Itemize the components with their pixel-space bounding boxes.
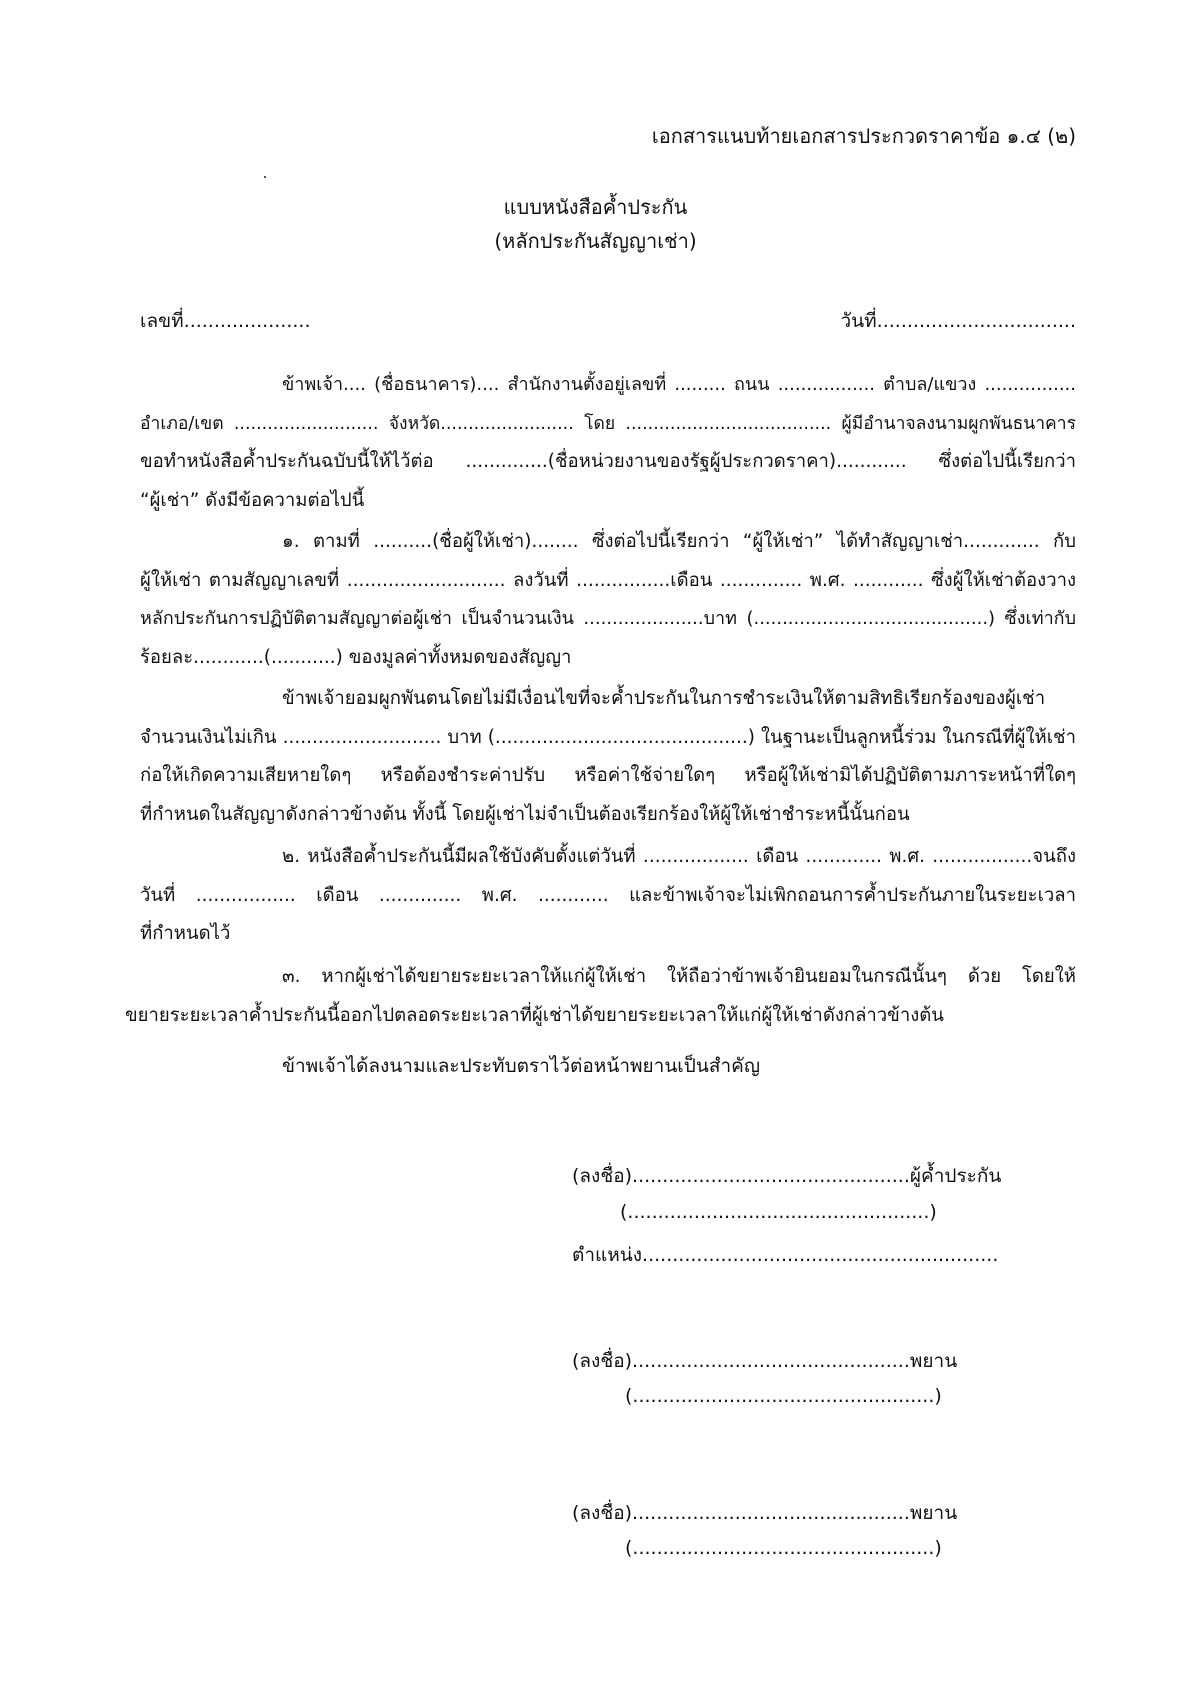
intro-paragraph	[140, 366, 1076, 520]
clause-1-line-1: ๑. ตามที่ ..........(ชื่อผู้ให้เช่า)........ ซึ่งต่อไปนี้เรียกว่า “ผู้ให้เช่า” ได้ทำสัญญาเช่า............. กับ	[282, 531, 1076, 552]
clause-3-line-1: ๓. หากผู้เช่าได้ขยายระยะเวลาให้แก่ผู้ให้เช่า ให้ถือว่าข้าพเจ้ายินยอมในกรณีนั้นๆ ด้วย โดยให้	[282, 966, 1076, 987]
clause-1-line-3: หลักประกันการปฏิบัติตามสัญญาต่อผู้เช่า เป็นจำนวนเงิน .....................บาท (.........................................) ซึ่งเท่ากับ	[140, 608, 1076, 629]
guarantee-line-2: จำนวนเงินไม่เกิน ........................... บาท (...........................................) ในฐานะเป็นลูกหนี้ร่วม ในกรณีที่ผู้ให้เช่า	[140, 726, 1076, 748]
document-date: วันที่.................................	[840, 310, 1076, 332]
clause-2-line-3: ที่กำหนดไว้	[140, 923, 231, 944]
guarantee-line-4: ที่กำหนดในสัญญาดังกล่าวข้างต้น ทั้งนี้ โดยผู้เช่าไม่จำเป็นต้องเรียกร้องให้ผู้ให้เช่าชำระหนี้นั้นก่อน	[140, 803, 910, 825]
guarantor-signature-line: (ลงชื่อ)..............................................ผู้ค้ำประกัน	[572, 1165, 1002, 1187]
intro-line-3: ขอทำหนังสือค้ำประกันฉบับนี้ให้ไว้ต่อ ..............(ชื่อหน่วยงานของรัฐผู้ประกวดราคา)............ ซึ่งต่อไปนี้เรียกว่า	[140, 451, 1076, 472]
intro-line-2: อำเภอ/เขต .......................... จังหวัด........................ โดย ..................................... ผู้มีอำนาจลงนามผูกพันธนาคาร	[140, 413, 1076, 434]
document-number: เลขที่.....................	[140, 310, 311, 332]
attachment-reference: เอกสารแนบท้ายเอกสารประกวดราคาข้อ ๑.๔ (๒)	[651, 124, 1076, 148]
clause-1	[140, 523, 1076, 677]
guarantee-paragraph	[140, 680, 1076, 834]
intro-line-1: ข้าพเจ้า.... (ชื่อธนาคาร).... สำนักงานตั้งอยู่เลขที่ ......... ถนน ................. ตำบล/แขวง ................	[282, 374, 1076, 395]
clause-3-line-2: ขยายระยะเวลาค้ำประกันนี้ออกไปตลอดระยะเวลาที่ผู้เช่าได้ขยายระยะเวลาให้แก่ผู้ให้เช่าดังกล่าวข้างต้น	[125, 1004, 944, 1026]
guarantor-name-line: (..................................................)	[620, 1201, 937, 1223]
clause-2-line-2: วันที่ ................. เดือน .............. พ.ศ. ............ และข้าพเจ้าจะไม่เพิกถอนการค้ำประกันภายในระยะเวลา	[140, 884, 1076, 906]
intro-line-4: “ผู้เช่า” ดังมีข้อความต่อไปนี้	[140, 489, 365, 511]
scan-speck	[264, 176, 266, 178]
title-block	[0, 190, 1191, 258]
witness-2-name-line: (..................................................)	[625, 1537, 942, 1559]
guarantor-position-line: ตำแหน่ง...........................................................	[572, 1244, 999, 1266]
clause-2	[140, 838, 1076, 954]
clause-1-line-2: ผู้ให้เช่า ตามสัญญาเลขที่ ........................... ลงวันที่ ................เดือน .............. พ.ศ. ............ ซึ่งผู้ให้เช่าต้องวาง	[140, 569, 1076, 591]
clause-1-line-4: ร้อยละ............(...........) ของมูลค่าทั้งหมดของสัญญา	[140, 646, 572, 668]
document-title: แบบหนังสือค้ำประกัน	[503, 195, 688, 219]
guarantee-line-1: ข้าพเจ้ายอมผูกพันตนโดยไม่มีเงื่อนไขที่จะค้ำประกันในการชำระเงินให้ตามสิทธิเรียกร้องของผู้เช่า	[282, 688, 1046, 709]
closing-statement: ข้าพเจ้าได้ลงนามและประทับตราไว้ต่อหน้าพยานเป็นสำคัญ	[282, 1055, 761, 1077]
witness-2-signature-line: (ลงชื่อ)..............................................พยาน	[572, 1502, 958, 1524]
document-subtitle: (หลักประกันสัญญาเช่า)	[494, 229, 697, 253]
clause-2-line-1: ๒. หนังสือค้ำประกันนี้มีผลใช้บังคับตั้งแต่วันที่ .................. เดือน ............. พ.ศ. .................จนถึง	[282, 846, 1076, 867]
witness-1-signature-line: (ลงชื่อ)..............................................พยาน	[572, 1350, 958, 1372]
clause-3	[125, 958, 1076, 1035]
guarantee-line-3: ก่อให้เกิดความเสียหายใดๆ หรือต้องชำระค่าปรับ หรือค่าใช้จ่ายใดๆ หรือผู้ให้เช่ามิได้ปฏิบัติตามภาระหน้าที่ใดๆ	[140, 765, 1076, 786]
witness-1-name-line: (..................................................)	[625, 1385, 942, 1407]
